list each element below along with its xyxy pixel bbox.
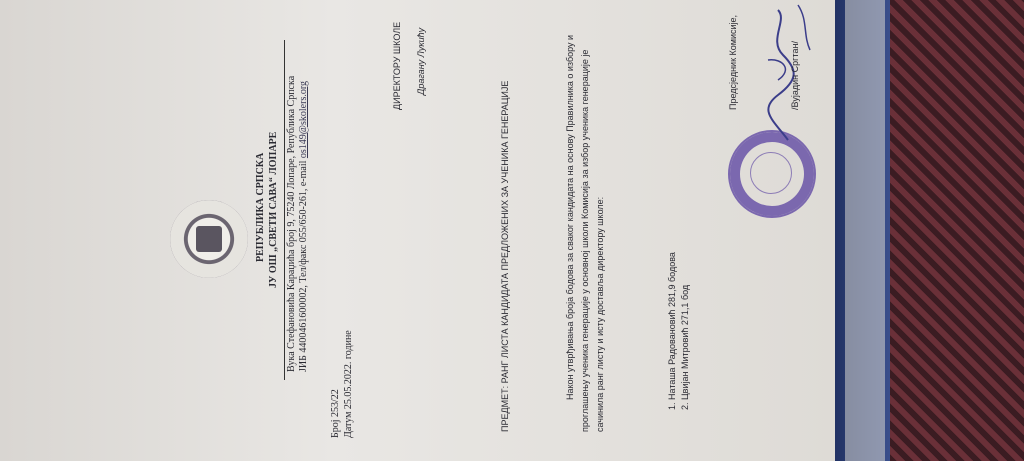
email-link[interactable]: os149@skolers.org <box>298 81 309 159</box>
handwritten-signature <box>748 0 828 150</box>
coat-of-arms-shield <box>196 226 222 252</box>
letterhead-address: Вука Стефановића Караџића број 9, 75240 Лопаре, Република Српска <box>286 75 297 372</box>
document-number: Број 253/22 <box>330 389 341 438</box>
paper-edge-strip <box>845 0 885 461</box>
body-line-2: проглашењу ученика генерације у основној школи Комисија за избор ученика генерације је <box>580 49 590 432</box>
ranking-item: 2. Цвијан Митровић 271,1 бод <box>680 284 690 410</box>
document-date: Датум 25.05.2022. године <box>343 330 354 438</box>
body-line-1: Након утврђивања броја бодова за сваког кандидата на основу Правилника о избору и <box>565 34 575 400</box>
letterhead-school: ЈУ ОШ „СВЕТИ САВА“ ЛОПАРЕ <box>268 131 279 288</box>
letterhead-contacts <box>298 81 309 372</box>
recipient-role: ДИРЕКТОРУ ШКОЛЕ <box>392 21 402 110</box>
ranking-item: 1. Наташа Радовановић 281,9 бодова <box>667 252 677 410</box>
letterhead-country: РЕПУБЛИКА СРПСКА <box>255 152 266 262</box>
body-line-3: сачинила ранг листу и исту доставља директору школе: <box>595 196 605 432</box>
signature-title: Предсједник Комисије, <box>728 14 738 110</box>
carpet-background <box>880 0 1024 461</box>
signature-name: /Вујадин Сргтан/ <box>790 41 800 110</box>
subject-line: ПРЕДМЕТ: РАНГ ЛИСТА КАНДИДАТА ПРЕДЛОЖЕНИХ ЗА УЧЕНИКА ГЕНЕРАЦИЈЕ <box>500 80 510 432</box>
official-stamp-center <box>750 152 792 194</box>
recipient-name: Драгану Лукићу <box>416 27 426 95</box>
letterhead-contacts-text: ЈИБ 4400461600002, Тел/факс 055/650-261, e-mail <box>298 160 309 372</box>
letterhead-divider <box>284 40 285 380</box>
